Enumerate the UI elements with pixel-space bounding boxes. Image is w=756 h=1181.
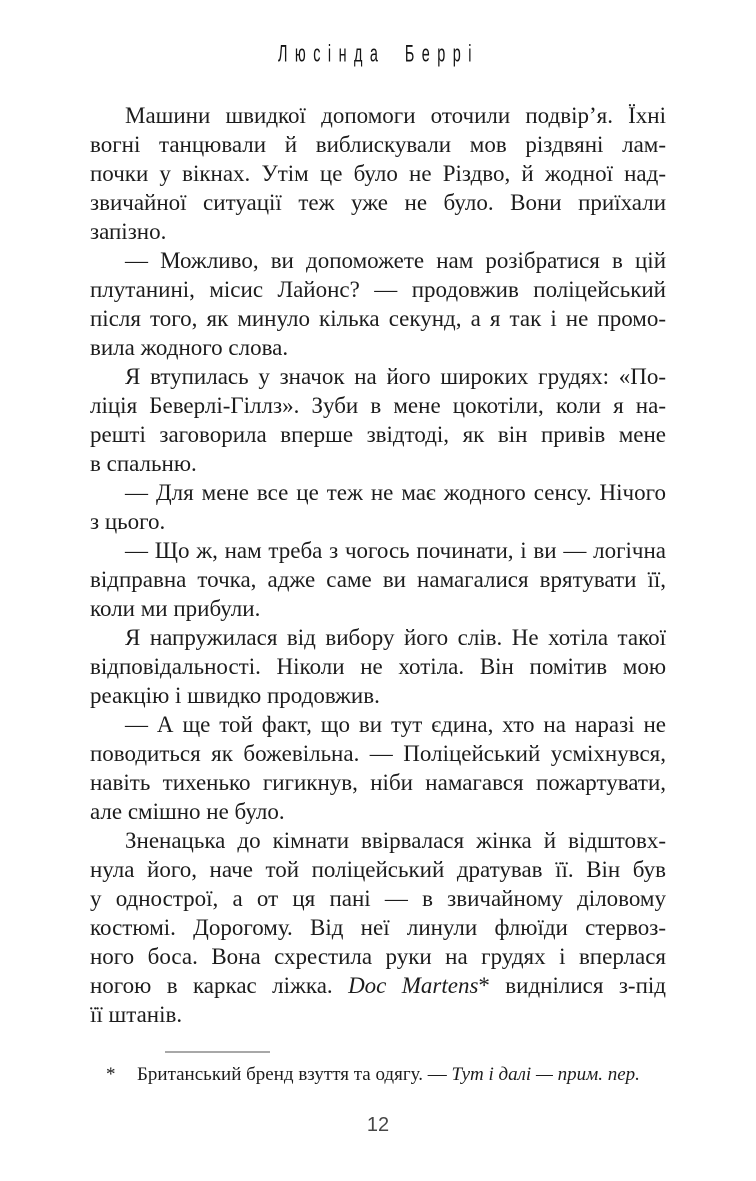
paragraph-line: вогні танцювали й виблискували мов різдвяні лам- [90,132,666,157]
paragraph-line: реакцію і швидко продовжив. [90,683,380,708]
page-number: 12 [366,1114,390,1136]
footnote-text-plain: Британський бренд взуття та одягу. — [137,1064,452,1085]
paragraph-line: але смішно не було. [90,799,285,824]
running-header [0,40,756,68]
paragraph-line: — Що ж, нам треба з чогось починати, і ви — логічна [125,538,666,563]
paragraph-line: Я втупилась у значок на його широких грудях: «По- [125,364,666,389]
paragraph-line: звичайної ситуації теж уже не було. Вони приїхали [90,190,666,215]
italic-text: Doc Martens [348,973,479,998]
paragraph-line: відправна точка, адже саме ви намагалися врятувати її, [90,567,666,592]
paragraph-line: поводиться як божевільна. — Поліцейський усміхнувся, [90,741,666,766]
paragraph-line: вила жодного слова. [90,335,289,360]
paragraph-line: — А ще той факт, що ви тут єдина, хто на наразі не [125,712,666,737]
paragraph-line: ного боса. Вона схрестила руки на грудях і вперлася [90,944,666,969]
paragraph-line: нула його, наче той поліцейський дратував її. Він був [90,857,666,882]
paragraph-line: запізно. [90,219,167,244]
footnote [90,1062,666,1087]
paragraph-line: Зненацька до кімнати ввірвалася жінка й відштовх- [125,828,666,853]
paragraph-line: коли ми прибули. [90,596,261,621]
paragraph-line: — Для мене все це теж не має жодного сенсу. Нічого [125,480,666,505]
footnote-text [137,1062,666,1087]
paragraph-line: відповідальності. Ніколи не хотіла. Він помітив мою [90,654,666,679]
paragraph-line: Машини швидкої допомоги оточили подвір’я. Їхні [125,103,666,128]
paragraph-line: Я напружилася від вибору його слів. Не хотіла такої [125,625,666,650]
body-text [90,101,666,1029]
paragraph-line: решті заговорила вперше звідтоді, як він привів мене [90,422,666,447]
paragraph-line: плутанині, місис Лайонс? — продовжив поліцейський [90,277,666,302]
paragraph-line: ногою в каркас ліжка. Doc Martens* виднілися з-під [90,973,666,998]
paragraph-line: костюмі. Дорогому. Від неї линули флюїди стервоз- [90,915,666,940]
paragraph-line: її штанів. [90,1002,183,1027]
footnote-separator-rule [165,1051,270,1053]
footnote-text-italic: Тут і далі — прим. пер. [451,1064,640,1085]
paragraph-line: почки у вікнах. Утім це було не Різдво, й жодної над- [90,161,666,186]
paragraph-line: ліція Беверлі-Гіллз». Зуби в мене цокотіли, коли я на- [90,393,666,418]
paragraph-line: у однострої, а от ця пані — в звичайному діловому [90,886,666,911]
footnote-marker: * [106,1064,116,1085]
running-header-author: Люсінда Беррі [277,40,479,68]
paragraph-line: після того, як минуло кілька секунд, а я так і не промо- [90,306,666,331]
paragraph-line: — Можливо, ви допоможете нам розібратися в цій [125,248,666,273]
paragraph-line: в спальню. [90,451,197,476]
paragraph-line: з цього. [90,509,166,534]
paragraph-line: навіть тихенько гигикнув, ніби намагався пожартувати, [90,770,666,795]
